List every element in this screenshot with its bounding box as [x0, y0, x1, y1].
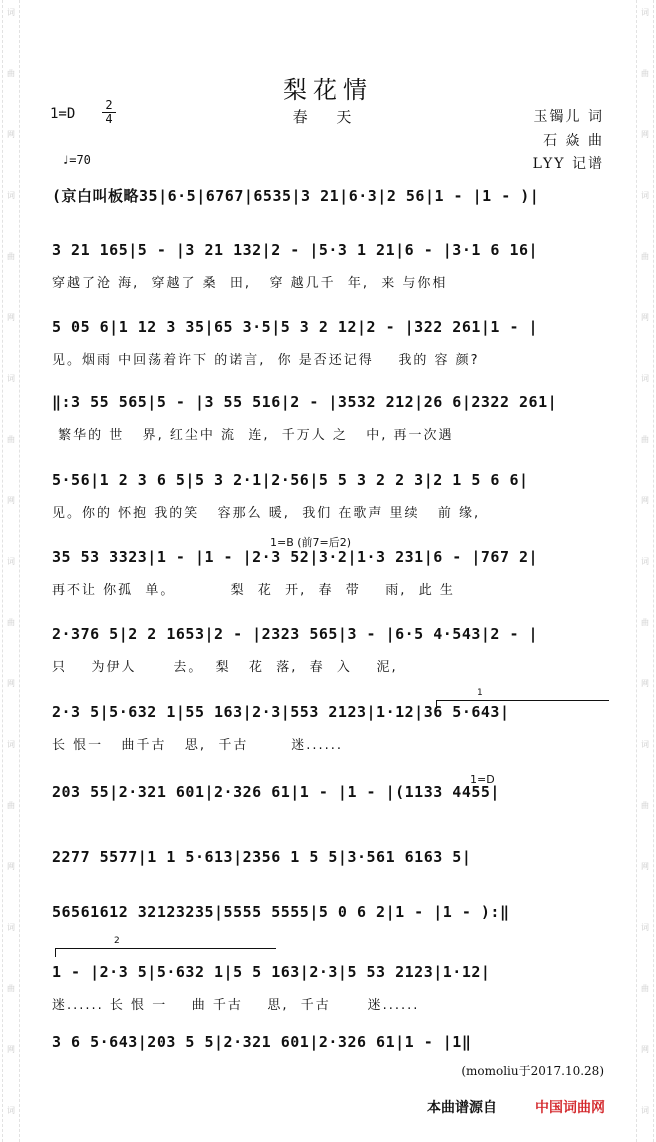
watermark-text: 词 [7, 740, 15, 749]
first-ending-number: 1 [477, 688, 483, 698]
jianpu-notes: 56561612 32123235|5555 5555|5 0 6 2|1 - |1 - ):‖ [52, 903, 510, 921]
singer-name: 春 天 [292, 108, 364, 126]
watermark-text: 网 [7, 1045, 15, 1054]
notation-system [52, 960, 612, 1020]
watermark-text: 词 [7, 191, 15, 200]
watermark-text: 词 [641, 923, 649, 932]
notation-system [52, 780, 612, 840]
watermark-text: 词 [7, 923, 15, 932]
meter-bottom: 4 [105, 112, 113, 126]
watermark-text: 词 [641, 557, 649, 566]
watermark-text: 曲 [641, 69, 649, 78]
notation-system [52, 315, 612, 375]
watermark-text: 网 [641, 130, 649, 139]
watermark-text: 网 [7, 313, 15, 322]
watermark-text: 曲 [641, 618, 649, 627]
watermark-text: 词 [7, 374, 15, 383]
watermark-text: 词 [641, 374, 649, 383]
watermark-text: 词 [641, 8, 649, 17]
lyrics-line: 长 恨一 曲千古 思, 千古 迷...... [52, 738, 344, 753]
meter-top: 2 [105, 98, 113, 112]
watermark-text: 曲 [7, 69, 15, 78]
notation-system [52, 1030, 612, 1090]
jianpu-notes: 3 21 165|5 - |3 21 132|2 - |5·3 1 21|6 - |3·1 6 16| [52, 241, 539, 259]
watermark-text: 网 [641, 1045, 649, 1054]
watermark-text: 网 [7, 130, 15, 139]
notation-system [52, 390, 612, 450]
watermark-text: 网 [7, 862, 15, 871]
jianpu-notes: 2277 5577|1 1 5·613|2356 1 5 5|3·561 6163 5| [52, 848, 472, 866]
watermark-text: 词 [7, 8, 15, 17]
notation-system [52, 845, 612, 905]
watermark-text: 曲 [641, 435, 649, 444]
lyrics-line: 见。你的 怀抱 我的笑 容那么 暖, 我们 在歌声 里续 前 缘, [52, 506, 481, 521]
notation-system [52, 900, 612, 960]
watermark-text: 词 [641, 740, 649, 749]
watermark-text: 曲 [7, 618, 15, 627]
watermark-text: 网 [641, 862, 649, 871]
watermark-text: 词 [7, 557, 15, 566]
watermark-text: 曲 [7, 801, 15, 810]
lyrics-line: 见。烟雨 中回荡着许下 的诺言, 你 是否还记得 我的 容 颜? [52, 353, 480, 368]
watermark-text: 词 [641, 191, 649, 200]
jianpu-notes: 5·56|1 2 3 6 5|5 3 2·1|2·56|5 5 3 2 2 3|2 1 5 6 6| [52, 471, 529, 489]
notation-system [52, 700, 612, 760]
jianpu-notes: 2·3 5|5·632 1|55 163|2·3|553 2123|1·12|36 5·643| [52, 703, 510, 721]
jianpu-notes: 2·376 5|2 2 1653|2 - |2323 565|3 - |6·5 4·543|2 - | [52, 625, 539, 643]
jianpu-notes: 35 53 3323|1 - |1 - |2·3 52|3·2|1·3 231|6 - |767 2| [52, 548, 539, 566]
jianpu-notes: 203 55|2·321 601|2·326 61|1 - |1 - |(1133 4455| [52, 783, 500, 801]
watermark-text: 曲 [641, 984, 649, 993]
notation-system [52, 184, 612, 244]
jianpu-notes: 5 05 6|1 12 3 35|65 3·5|5 3 2 12|2 - |322 261|1 - | [52, 318, 539, 336]
lyrics-line: 迷...... 长 恨 一 曲 千古 思, 千古 迷...... [52, 998, 420, 1013]
lyrics-line: 穿越了沧 海, 穿越了 桑 田, 穿 越几千 年, 来 与你相 [52, 276, 448, 291]
transcriber-credit: LYY 记谱 [532, 156, 604, 172]
jianpu-notes: 1 - |2·3 5|5·632 1|5 5 163|2·3|5 53 2123|1·12| [52, 963, 491, 981]
lyrics-line: 繁华的 世 界, 红尘中 流 连, 千万人 之 中, 再一次遇 [52, 428, 454, 443]
watermark-text: 网 [641, 679, 649, 688]
jianpu-notes: 3 6 5·643|203 5 5|2·321 601|2·326 61|1 - |1‖ [52, 1033, 472, 1051]
watermark-text: 网 [7, 496, 15, 505]
transcription-signature: (momoliu于2017.10.28) [461, 1064, 604, 1078]
key-signature: 1=D [50, 106, 76, 122]
source-site-link[interactable]: 中国词曲网 [535, 1100, 605, 1116]
song-title: 梨花情 [283, 76, 373, 104]
time-signature [102, 99, 116, 126]
jianpu-notes: (京白叫板略35|6·5|6767|6535|3 21|6·3|2 56|1 - |1 - )| [52, 187, 540, 205]
lyrics-line: 再不让 你孤 单。 梨 花 开, 春 带 雨, 此 生 [52, 583, 455, 598]
notation-system [52, 468, 612, 528]
jianpu-notes: ‖:3 55 565|5 - |3 55 516|2 - |3532 212|26 6|2322 261| [52, 393, 558, 411]
notation-system [52, 238, 612, 298]
tempo-marking: ♩=70 [62, 153, 91, 167]
watermark-text: 网 [641, 496, 649, 505]
watermark-text: 曲 [641, 801, 649, 810]
key-change-marking: 1=B (前7=后2) [270, 536, 352, 549]
watermark-text: 网 [7, 679, 15, 688]
notation-system [52, 545, 612, 605]
watermark-text: 词 [641, 1106, 649, 1115]
lyrics-line: 只 为伊人 去。 梨 花 落, 春 入 泥, [52, 660, 398, 675]
second-ending-number: 2 [114, 936, 120, 946]
composer-credit: 石 焱 曲 [543, 133, 604, 149]
notation-system [52, 622, 612, 682]
watermark-text: 网 [641, 313, 649, 322]
source-prefix: 本曲谱源自 [427, 1100, 497, 1116]
return-key-marking: 1=D [470, 773, 495, 786]
lyricist-credit: 玉镯儿 词 [533, 109, 604, 125]
watermark-text: 曲 [7, 435, 15, 444]
right-watermark-strip [636, 0, 654, 1142]
left-watermark-strip [2, 0, 20, 1142]
watermark-text: 曲 [7, 252, 15, 261]
watermark-text: 词 [7, 1106, 15, 1115]
watermark-text: 曲 [7, 984, 15, 993]
watermark-text: 曲 [641, 252, 649, 261]
